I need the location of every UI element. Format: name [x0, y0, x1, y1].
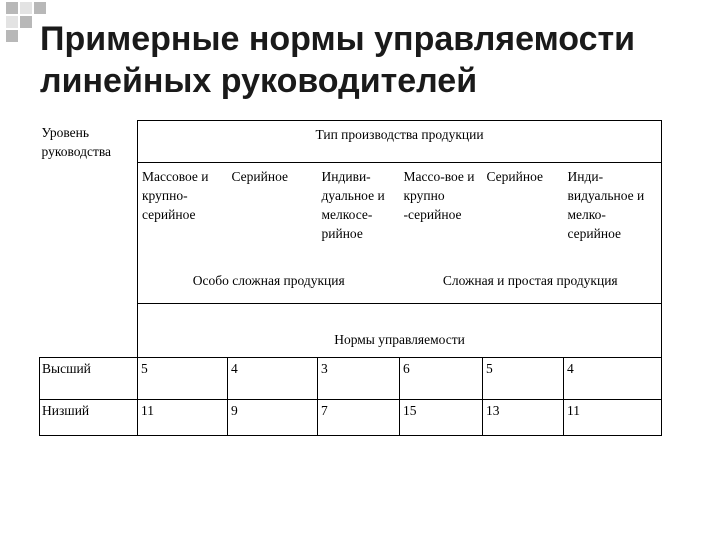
table-cell: 4 — [228, 357, 318, 399]
table-cell: 6 — [400, 357, 483, 399]
subtype-serial-simple: Серийное — [486, 169, 543, 185]
decor-square — [6, 30, 18, 42]
title-line-2: линейных руководителей — [40, 62, 478, 100]
decor-square — [34, 2, 46, 14]
group-simple-production: Сложная и простая продукция — [400, 265, 662, 303]
table-row — [40, 357, 662, 399]
decor-square — [6, 16, 18, 28]
table-cell: 3 — [318, 357, 400, 399]
table-cell: 9 — [228, 399, 318, 435]
table-cell: 13 — [483, 399, 564, 435]
table-cell: 5 — [483, 357, 564, 399]
header-level: Уровень руководства — [41, 124, 112, 159]
group-complex-production: Особо сложная продукция — [192, 272, 345, 288]
subtype-individual-complex: Индиви-дуальное и мелкосе-рийное — [321, 169, 385, 242]
table-cell: 11 — [138, 399, 228, 435]
row-level-label: Высший — [40, 357, 138, 399]
norms-header: Нормы управляемости — [138, 303, 662, 357]
row-level-label: Низший — [40, 399, 138, 435]
table-cell: 11 — [564, 399, 662, 435]
slide-title — [40, 18, 680, 102]
table-cell: 5 — [138, 357, 228, 399]
subtype-individual-simple: Инди-видуальное и мелко-серийное — [564, 163, 662, 265]
table-row — [40, 399, 662, 435]
decor-square — [20, 16, 32, 28]
table-cell: 15 — [400, 399, 483, 435]
subtype-serial-complex: Серийное — [231, 169, 288, 185]
title-line-1: Примерные нормы управляемости — [40, 20, 636, 58]
decor-square — [6, 2, 18, 14]
table-cell: 4 — [564, 357, 662, 399]
table-cell: 7 — [318, 399, 400, 435]
subtype-mass-complex: Массовое и крупно-серийное — [142, 169, 209, 223]
decor-square — [20, 2, 32, 14]
header-production-type: Тип производства продукции — [138, 121, 662, 163]
subtype-mass-simple: Массо-вое и крупно -серийное — [403, 169, 475, 223]
norms-table — [39, 120, 662, 436]
